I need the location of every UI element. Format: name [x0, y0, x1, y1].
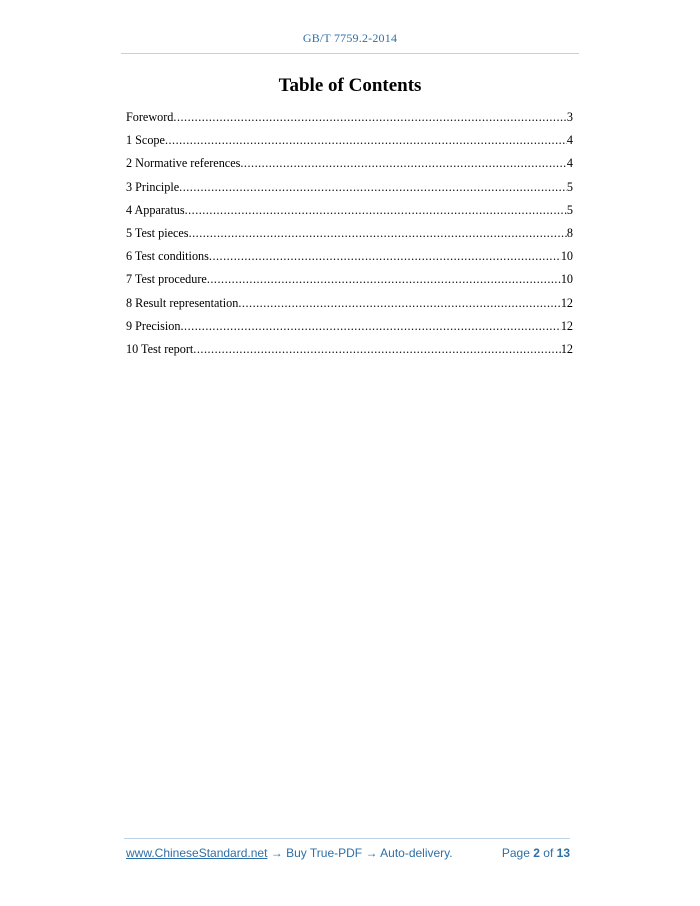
total-pages-number: 13	[556, 846, 570, 860]
footer-promo	[126, 846, 453, 860]
toc-dot-leader	[189, 226, 567, 241]
toc-entry-label: 1 Scope	[126, 133, 165, 148]
toc-entry-test-pieces[interactable]	[126, 226, 573, 249]
toc-entry-page: 12	[560, 295, 573, 310]
toc-entry-page: 10	[560, 272, 573, 287]
table-of-contents	[126, 110, 573, 365]
toc-dot-leader	[185, 203, 567, 218]
toc-entry-label: 7 Test procedure	[126, 272, 207, 287]
toc-entry-label: 9 Precision	[126, 318, 181, 333]
toc-entry-label: 6 Test conditions	[126, 249, 209, 264]
page-word: Page	[501, 846, 530, 860]
toc-entry-result-representation[interactable]	[126, 296, 573, 319]
toc-entry-page: 8	[566, 225, 573, 240]
arrow-right-icon: →	[362, 846, 381, 860]
toc-dot-leader	[181, 319, 561, 334]
toc-entry-page: 5	[566, 179, 573, 194]
toc-entry-test-conditions[interactable]	[126, 249, 573, 272]
toc-entry-label: 10 Test report	[126, 341, 194, 356]
toc-entry-precision[interactable]	[126, 319, 573, 342]
toc-entry-label: 8 Result representation	[126, 295, 239, 310]
toc-entry-principle[interactable]	[126, 180, 573, 203]
toc-entry-label: 2 Normative references	[126, 156, 241, 171]
toc-dot-leader	[209, 249, 561, 264]
toc-dot-leader	[238, 296, 560, 311]
page-title: Table of Contents	[278, 75, 422, 96]
toc-entry-page: 4	[566, 156, 573, 171]
toc-entry-test-report[interactable]	[126, 342, 573, 365]
toc-dot-leader	[207, 272, 561, 287]
toc-dot-leader	[179, 180, 567, 195]
toc-entry-page: 10	[560, 249, 573, 264]
toc-entry-label: 3 Principle	[126, 179, 180, 194]
arrow-right-icon: →	[267, 846, 287, 860]
website-link[interactable]: www.ChineseStandard.net	[126, 846, 268, 860]
toc-entry-page: 12	[560, 318, 573, 333]
toc-entry-normative-references[interactable]	[126, 156, 573, 179]
toc-entry-label: 5 Test pieces	[126, 225, 189, 240]
toc-entry-label: Foreword	[126, 110, 174, 124]
toc-entry-apparatus[interactable]	[126, 203, 573, 226]
toc-entry-page: 12	[560, 341, 573, 356]
toc-entry-test-procedure[interactable]	[126, 272, 573, 295]
toc-entry-page: 3	[566, 110, 573, 124]
page-header: GB/T 7759.2-2014	[302, 31, 398, 45]
footer-divider	[124, 838, 570, 839]
toc-dot-leader	[240, 156, 567, 171]
header-divider	[121, 53, 579, 54]
toc-entry-page: 4	[566, 133, 573, 148]
toc-entry-label: 4 Apparatus	[126, 202, 185, 217]
toc-dot-leader	[193, 342, 561, 357]
toc-entry-scope[interactable]	[126, 133, 573, 156]
of-word: of	[543, 846, 554, 860]
page-number	[502, 846, 570, 860]
current-page-number: 2	[533, 846, 540, 860]
toc-dot-leader	[173, 110, 567, 125]
toc-entry-foreword[interactable]	[126, 110, 573, 133]
buy-pdf-text: Buy True-PDF	[286, 846, 363, 860]
toc-entry-page: 5	[566, 202, 573, 217]
toc-dot-leader	[165, 133, 567, 148]
page-footer	[126, 846, 570, 862]
auto-delivery-text: Auto-delivery.	[380, 846, 453, 860]
